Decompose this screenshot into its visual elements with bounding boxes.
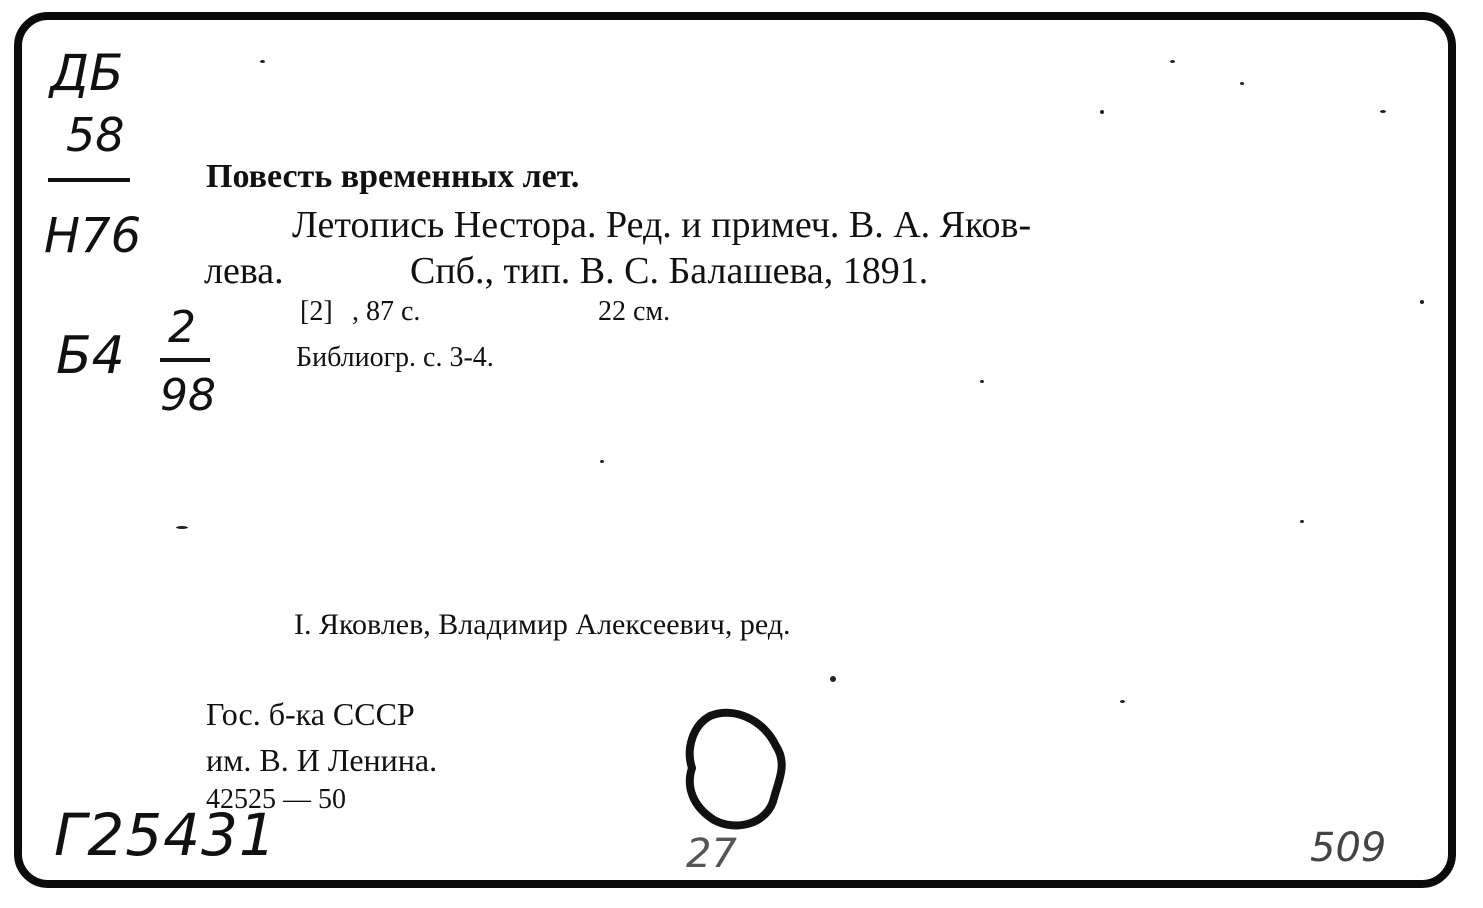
scan-speck [1120, 700, 1125, 703]
record-bibliography: Библиогр. с. 3-4. [296, 342, 494, 373]
record-line-3-left: лева. [204, 250, 284, 292]
fund-mark-divider [160, 358, 210, 362]
scan-speck [980, 380, 984, 383]
record-line-3-right: Спб., тип. В. С. Балашева, 1891. [410, 250, 929, 292]
record-title: Повесть временных лет. [206, 158, 580, 195]
bottom-right-number: 509 [1310, 825, 1387, 871]
fund-mark-numerator: 2 [168, 302, 196, 353]
record-size: 22 см. [598, 296, 671, 327]
scan-speck [1240, 82, 1244, 85]
scan-speck [1380, 110, 1386, 113]
scan-speck [1170, 60, 1175, 63]
shelfmark-line-2: 58 [66, 108, 125, 162]
scan-speck [260, 60, 265, 63]
library-imprint-line-1: Гос. б-ка СССР [206, 696, 415, 732]
scan-speck [1420, 300, 1424, 304]
fund-mark-denominator: 98 [160, 370, 216, 421]
record-line-2: Летопись Нестора. Ред. и примеч. В. А. Яков- [292, 204, 1032, 246]
scan-speck [1100, 110, 1104, 114]
bottom-center-mark: 27 [686, 831, 737, 877]
catalog-rod-hole [676, 706, 796, 834]
scan-speck [1300, 520, 1304, 523]
shelfmark-line-3: Н76 [44, 208, 142, 264]
record-collation: , 87 с. [352, 296, 421, 327]
scan-speck [176, 526, 188, 529]
shelfmark-line-1: ДБ [50, 44, 124, 102]
scan-speck [600, 460, 604, 463]
shelfmark-divider [48, 178, 130, 182]
library-imprint-line-3: 42525 — 50 [206, 784, 346, 815]
scan-speck [830, 676, 836, 682]
tracing-entry: I. Яковлев, Владимир Алексеевич, ред. [294, 608, 791, 641]
fund-mark-prefix: Б4 [56, 326, 125, 386]
record-collation-bracket: [2] [300, 296, 333, 327]
library-imprint-line-2: им. В. И Ленина. [206, 742, 438, 778]
inventory-number: Г25431 [54, 801, 277, 869]
